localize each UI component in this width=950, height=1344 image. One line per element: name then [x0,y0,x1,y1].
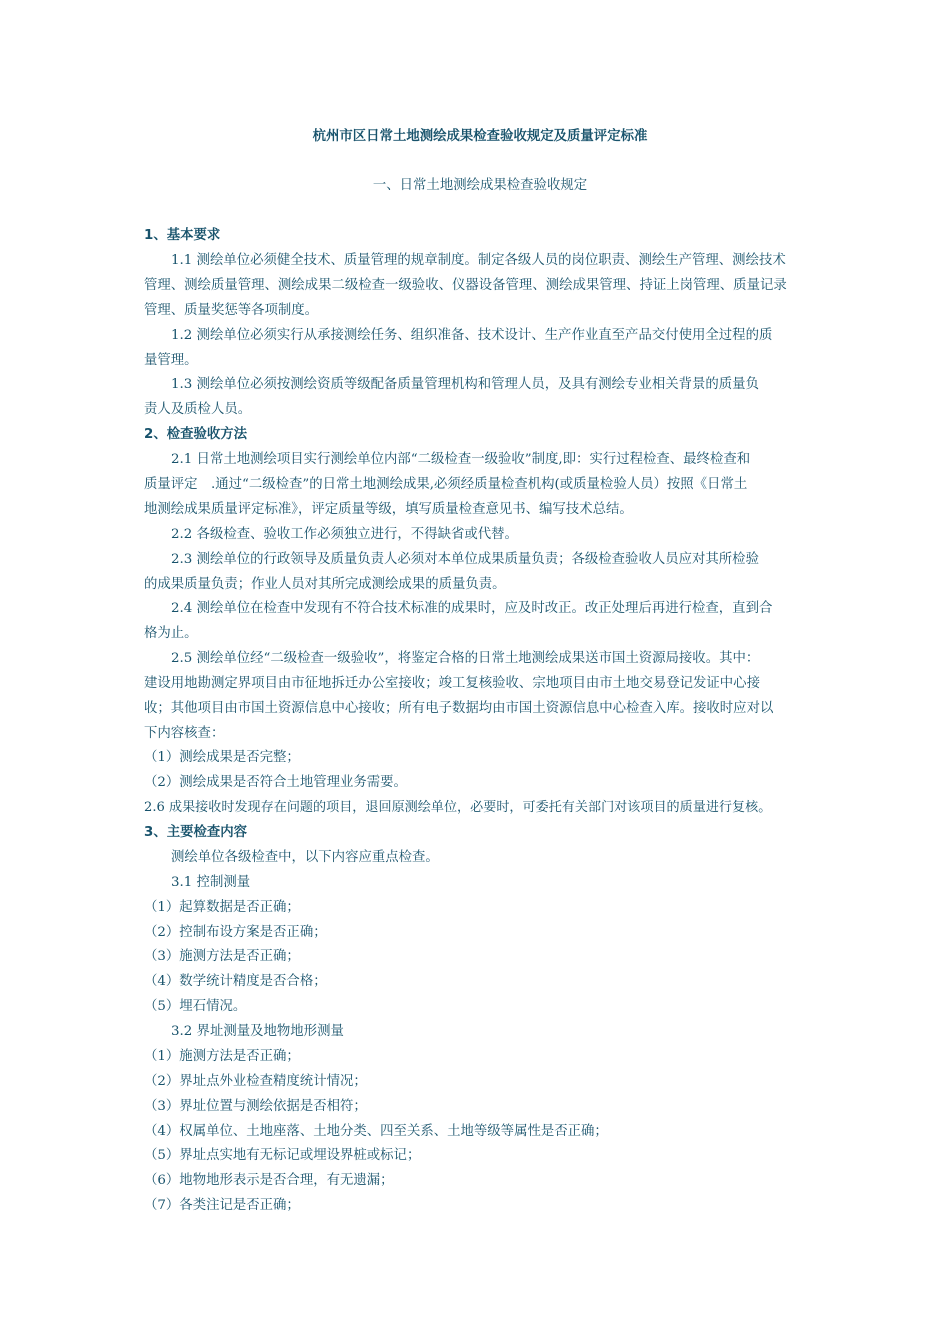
paragraph-line: 2.3 测绘单位的行政领导及质量负责人必须对本单位成果质量负责；各级检查验收人员应对其所检验 [171,552,759,567]
paragraph-line: 2.2 各级检查、验收工作必须独立进行，不得缺省或代替。 [171,527,518,542]
document-title: 杭州市区日常土地测绘成果检查验收规定及质量评定标准 [312,129,648,144]
paragraph-line: 2.1 日常土地测绘项目实行测绘单位内部“二级检查一级验收”制度,即：实行过程检查、最终检查和 [171,452,751,467]
document-page [144,0,816,1344]
section-heading-3: 3、主要检查内容 [144,825,248,840]
paragraph-line: 2.5 测绘单位经“二级检查一级验收”，将鉴定合格的日常土地测绘成果送市国土资源局接收。其中： [171,651,760,666]
paragraph-line: 测绘单位各级检查中，以下内容应重点检查。 [171,850,439,865]
paragraph-line: 下内容核查： [144,726,225,741]
list-item: （2）界址点外业检查精度统计情况； [144,1074,367,1089]
paragraph-line: 2.4 测绘单位在检查中发现有不符合技术标准的成果时，应及时改正。改正处理后再进行检查，直到合 [171,601,773,616]
paragraph-line: 量管理。 [144,353,198,368]
list-item: （4）权属单位、土地座落、土地分类、四至关系、土地等级等属性是否正确； [144,1124,608,1139]
list-item: （1）测绘成果是否完整； [144,750,300,765]
list-item: （7）各类注记是否正确； [144,1198,300,1213]
document-subtitle: 一、日常土地测绘成果检查验收规定 [372,178,588,193]
paragraph-line: 管理、测绘质量管理、测绘成果二级检查一级验收、仪器设备管理、测绘成果管理、持证上岗管理、质量记录 [144,278,787,293]
paragraph-line: 质量评定 .通过“二级检查”的日常土地测绘成果,必须经质量检查机构(或质量检验人员）按照《日常土 [144,477,748,492]
list-item: （1）起算数据是否正确； [144,900,300,915]
list-item: （5）埋石情况。 [144,999,247,1014]
list-item: （5）界址点实地有无标记或埋设界桩或标记； [144,1148,421,1163]
list-item: （3）界址位置与测绘依据是否相符； [144,1099,367,1114]
paragraph-line: 格为止。 [144,626,198,641]
paragraph-line: 地测绘成果质量评定标准》，评定质量等级，填写质量检查意见书、编写技术总结。 [144,502,633,517]
section-heading-2: 2、检查验收方法 [144,427,248,442]
paragraph-line: 管理、质量奖惩等各项制度。 [144,303,319,318]
paragraph-line: 收；其他项目由市国土资源信息中心接收；所有电子数据均由市国土资源信息中心检查入库。接收时应对以 [144,701,774,716]
paragraph-line: 责人及质检人员。 [144,402,252,417]
paragraph-line: 2.6 成果接收时发现存在问题的项目，退回原测绘单位，必要时，可委托有关部门对该项目的质量进行复核。 [144,800,772,815]
list-item: （4）数学统计精度是否合格； [144,974,327,989]
list-item: （6）地物地形表示是否合理，有无遗漏； [144,1173,394,1188]
paragraph-line: 建设用地勘测定界项目由市征地拆迁办公室接收；竣工复核验收、宗地项目由市土地交易登记发证中心接 [144,676,760,691]
paragraph-line: 1.2 测绘单位必须实行从承接测绘任务、组织准备、技术设计、生产作业直至产品交付使用全过程的质 [171,328,773,343]
paragraph-line: 1.3 测绘单位必须按测绘资质等级配备质量管理机构和管理人员，及具有测绘专业相关背景的质量负 [171,377,759,392]
paragraph-line: 的成果质量负责；作业人员对其所完成测绘成果的质量负责。 [144,577,506,592]
subsection-heading: 3.2 界址测量及地物地形测量 [171,1024,344,1039]
list-item: （2）控制布设方案是否正确； [144,925,327,940]
section-heading-1: 1、基本要求 [144,228,221,243]
list-item: （3）施测方法是否正确； [144,949,300,964]
subsection-heading: 3.1 控制测量 [171,875,251,890]
list-item: （2）测绘成果是否符合土地管理业务需要。 [144,775,407,790]
list-item: （1）施测方法是否正确； [144,1049,300,1064]
paragraph-line: 1.1 测绘单位必须健全技术、质量管理的规章制度。制定各级人员的岗位职责、测绘生产管理、测绘技术 [171,253,786,268]
